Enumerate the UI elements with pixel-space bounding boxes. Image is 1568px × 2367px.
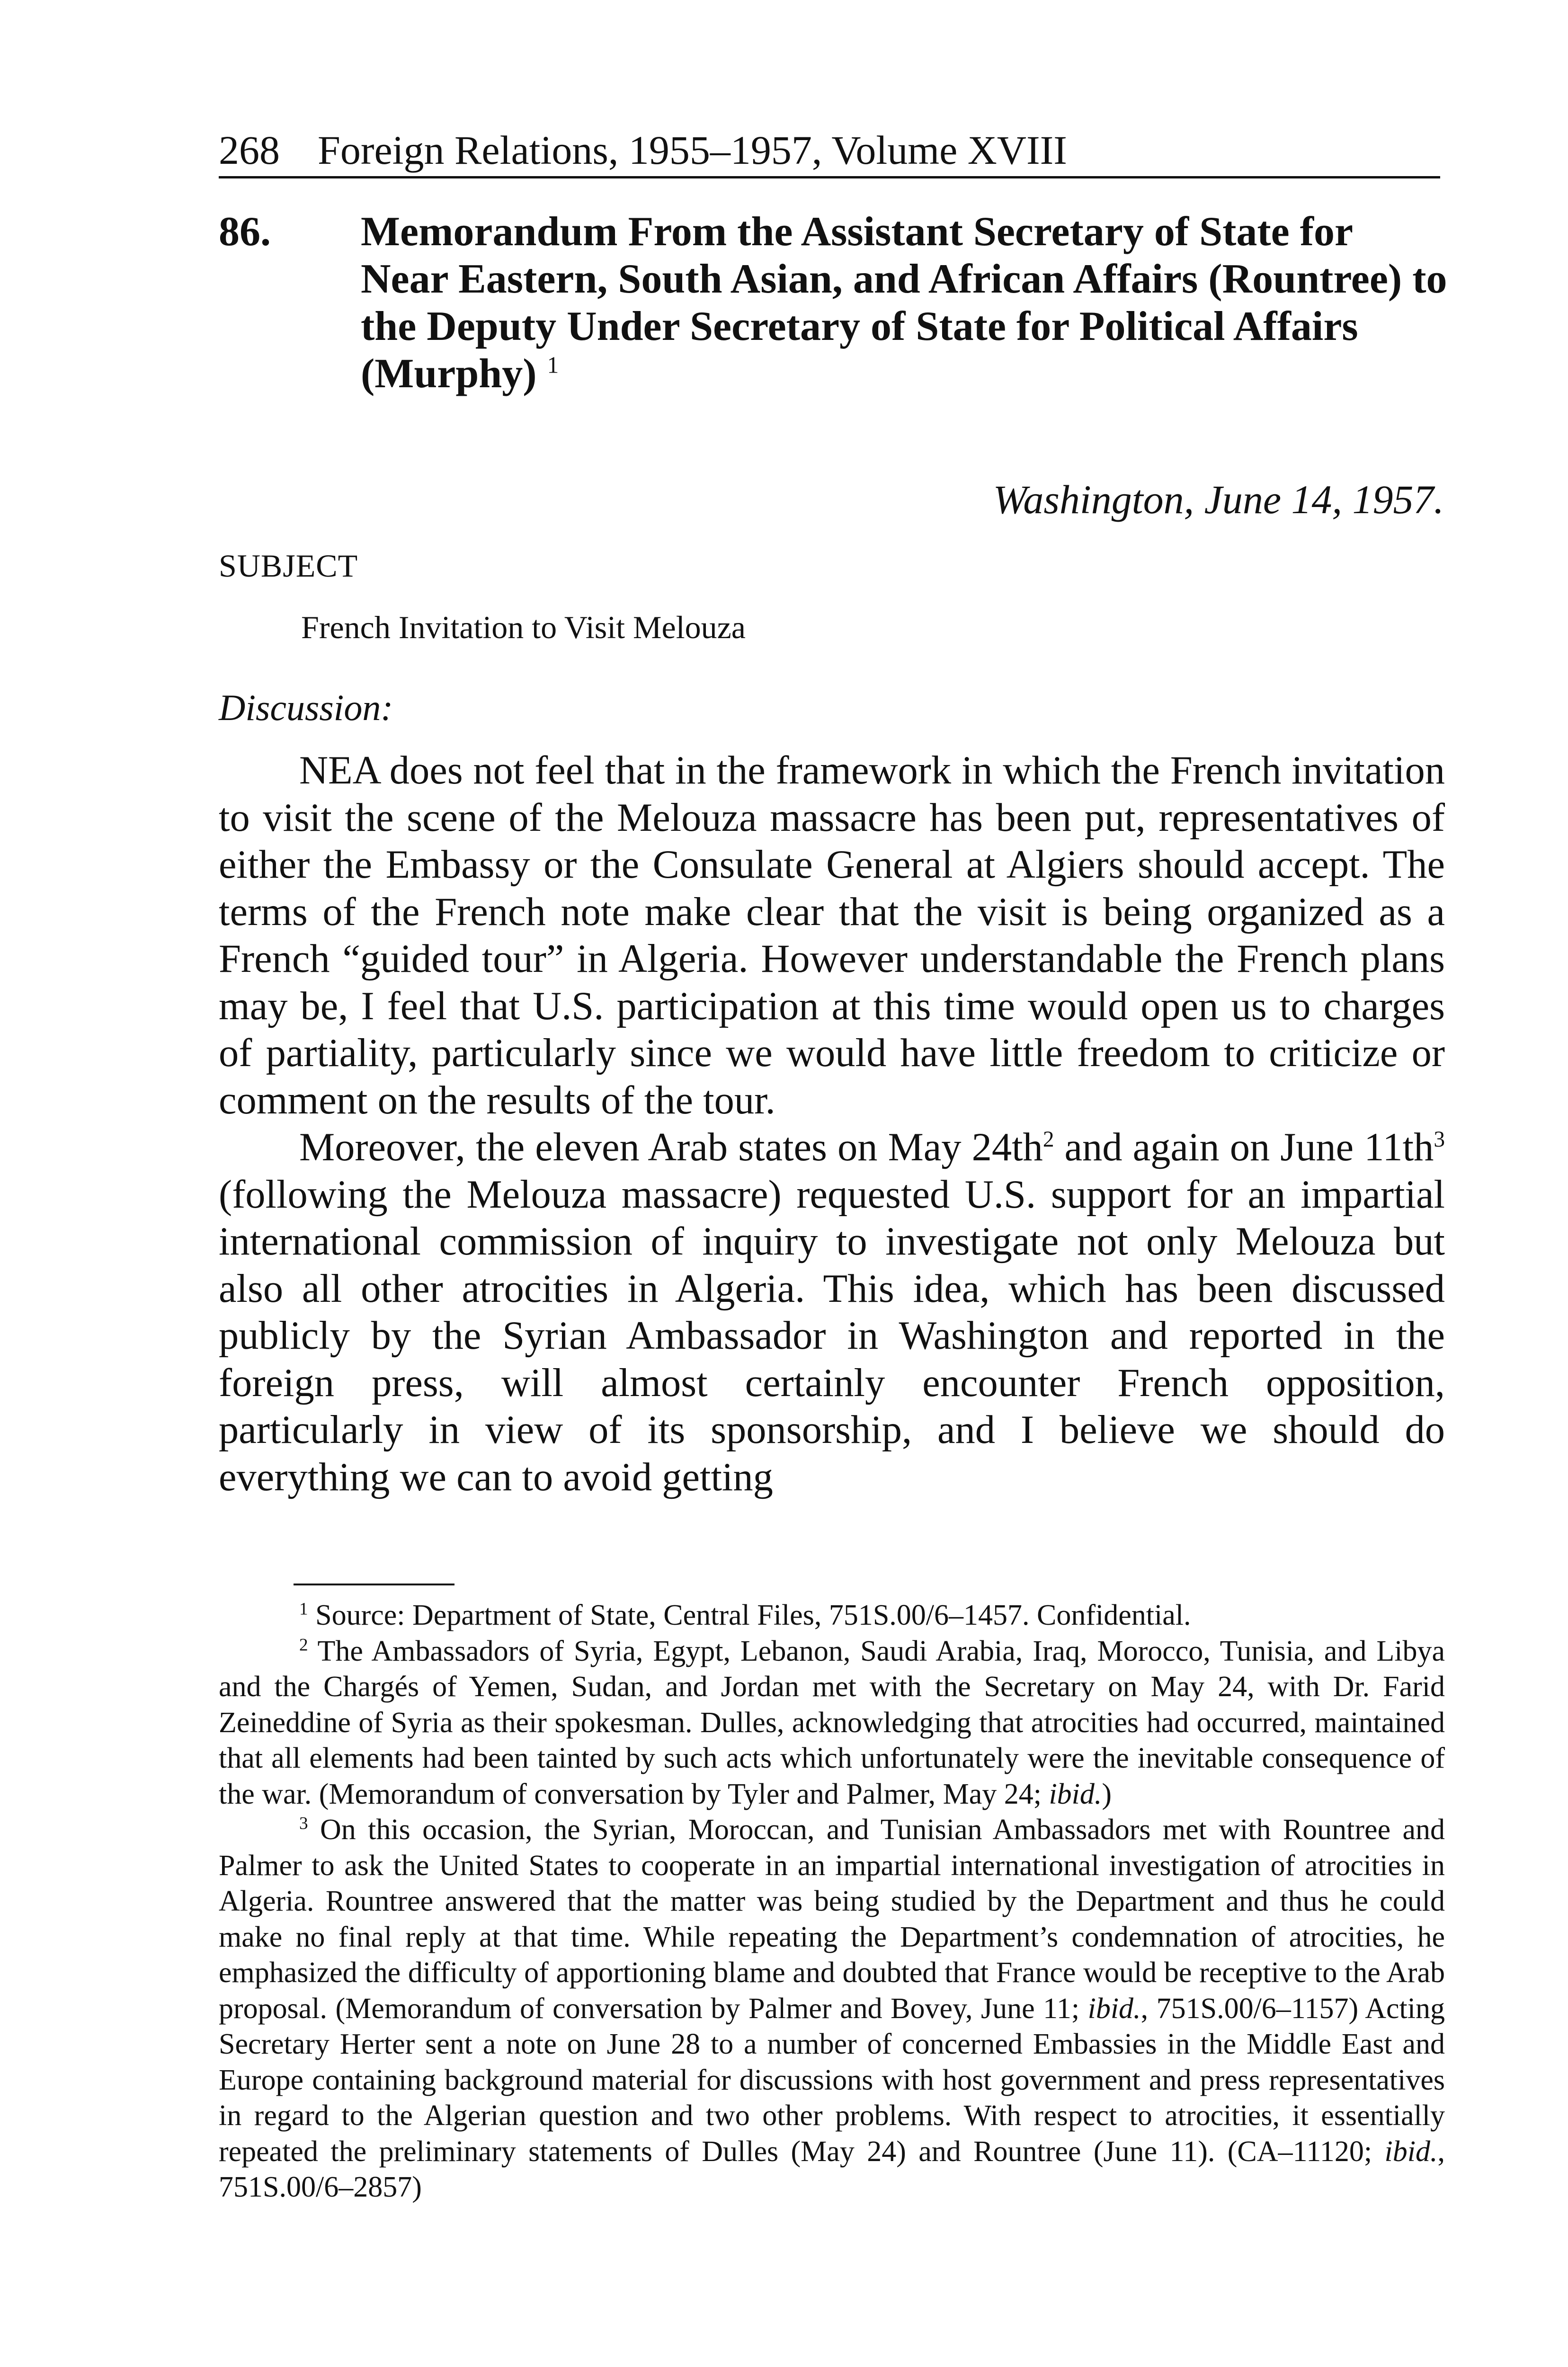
page-number: 268 [219,127,280,173]
document-number: 86. [219,209,271,255]
document-title-text: Memorandum From the Assistant Secretary of State for Near Eastern, South Asian, and African Affairs (Rountree) to the Deputy Under Secretary of State for Political Affairs (Murphy) [361,209,1447,397]
footnote-divider [294,1584,454,1585]
document-title [361,208,1450,398]
discussion-label: Discussion: [219,687,393,728]
footnote-3-mark: 3 [299,1814,308,1833]
para2-text-a: Moreover, the eleven Arab states on May 24th [299,1125,1043,1169]
dateline: Washington, June 14, 1957. [993,477,1444,522]
footnote-3-text-a: On this occasion, the Syrian, Moroccan, and Tunisian Ambassadors met with Rountree and Palmer to ask the United States to cooperate in an impartial international investigation of atrocities in Algeria. Rountree answered that the matter was being studied by the Department and thus he could make no final reply at that time. While repeating the Department’s condemnation of atrocities, he emphasized the difficulty of apportioning blame and doubted that France would be receptive to the Arab proposal. (Memorandum of conversation by Palmer and Bovey, June 11; [219,1814,1445,2025]
footnote-2-mark: 2 [299,1635,308,1655]
footnote-3-ibid-a: ibid. [1087,1992,1141,2025]
running-head-title: Foreign Relations, 1955–1957, Volume XVIII [318,127,1067,173]
footnote-1-text: Source: Department of State, Central Files, 751S.00/6–1457. Confidential. [315,1599,1191,1631]
footnote-3-text-b: , 751S.00/6–1157) Acting Secretary Herter sent a note on June 28 to a number of concerned Embassies in the Middle East and Europe containing background material for discussions with host government and press representatives in regard to the Algerian question and two other problems. With respect to atrocities, it essentially repeated the preliminary statements of Dulles (May 24) and Rountree (June 11). (CA–11120; [219,1992,1445,2168]
para2-text-b: and again on June 11th [1054,1125,1434,1169]
subject-text: French Invitation to Visit Melouza [301,609,746,645]
footnote-3 [219,1812,1445,2206]
footnote-2-ibid: ibid. [1049,1778,1102,1810]
footnote-2-text: The Ambassadors of Syria, Egypt, Lebanon, Saudi Arabia, Iraq, Morocco, Tunisia, and Libya and the Chargés of Yemen, Sudan, and Jordan met with the Secretary on May 24, with Dr. Farid Zeineddine of Syria as their spokesman. Dulles, acknowledging that atrocities had occurred, maintained that all elements had been tainted by such acts which unfortunately were the inevitable consequence of the war. (Memorandum of conversation by Tyler and Palmer, May 24; [219,1635,1445,1810]
footnote-ref-2: 2 [1042,1127,1054,1152]
footnote-3-ibid-b: ibid. [1384,2135,1438,2168]
footnote-ref-3: 3 [1434,1127,1445,1152]
subject-label: SUBJECT [219,548,358,584]
running-head [219,124,1440,178]
body-text [219,747,1445,1501]
footnote-1-mark: 1 [299,1599,308,1619]
footnote-2-end: ) [1102,1778,1112,1810]
footnote-1 [219,1598,1445,1634]
footnote-3-text-c: , 751S.00/6–2857) [219,2135,1445,2203]
body-paragraph-2 [219,1124,1445,1501]
body-paragraph-1: NEA does not feel that in the framework in which the French invitation to visit the scene of the Melouza massacre has been put, representatives of either the Embassy or the Consulate General at Algiers should accept. The terms of the French note make clear that the visit is being organized as a French “guided tour” in Algeria. However understandable the French plans may be, I feel that U.S. participation at this time would open us to charges of partiality, particularly since we would have little freedom to criticize or comment on the results of the tour. [219,748,1445,1122]
footnotes [219,1598,1445,2206]
footnote-ref-1: 1 [547,352,559,378]
footnote-2 [219,1634,1445,1813]
para2-text-c: (following the Melouza massacre) requested U.S. support for an impartial international commission of inquiry to investigate not only Melouza but also all other atrocities in Algeria. This idea, which has been discussed publicly by the Syrian Ambassador in Washington and reported in the foreign press, will almost certainly encounter French opposition, particularly in view of its sponsorship, and I believe we should do everything we can to avoid getting [219,1172,1445,1499]
